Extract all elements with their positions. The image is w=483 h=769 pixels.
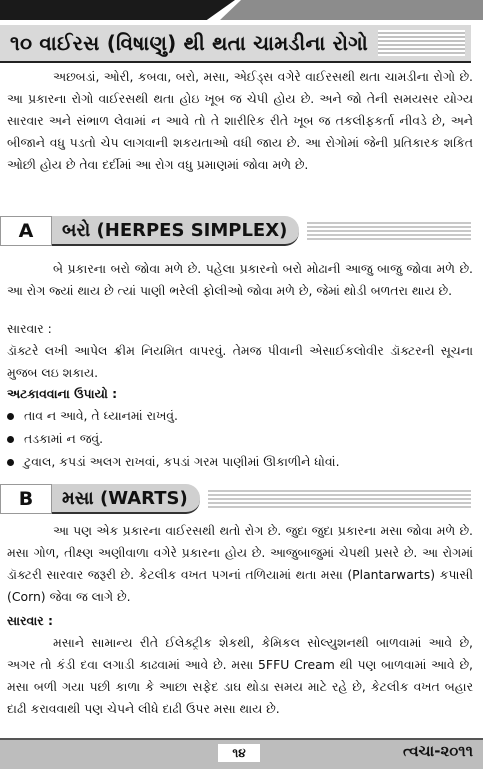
section-b-treatment-label: સારવાર : [7,613,53,628]
section-a-letter: A [0,216,52,246]
prevention-bullet [7,451,340,473]
prevention-bullet [7,405,178,427]
bullet-text: ટુવાલ, કપડાં અલગ રાખવાં, કપડાં ગરમ પાણીમાં ઊકાળીને ધોવાં. [24,454,340,469]
chapter-title: ૧૦ વાઈરસ (વિષાણુ) થી થતા ચામડીના રોગો [10,31,368,55]
bullet-dot-icon [7,436,14,443]
section-b-paragraph: આ પણ એક પ્રકારના વાઈરસથી થતો રોગ છે. જુદા જુદા પ્રકારના મસા જોવા મળે છે. મસા ગોળ, તીક્ષ્ણ અણીવાળા વગેરે પ્રકારના હોય છે. આજુબાજુમાં ચેપથી પ્રસરે છે. આ રોગમાં ડૉક્ટરી સારવાર જરૂરી છે. કેટલીક વખત પગનાં તળિયામાં થતા મસા (Plantarwarts) કપાસી (Corn) જેવા જ લાગે છે. [7,523,473,604]
section-a-stripes [307,220,471,242]
section-b-stripes [208,488,471,510]
title-stripes [378,30,465,56]
section-a-header [0,216,471,246]
bullet-text: તડકામાં ન જવું. [24,431,104,446]
bullet-dot-icon [7,413,14,420]
bullet-dot-icon [7,459,14,466]
top-decoration [0,0,483,20]
top-dark-band [0,0,235,20]
bullet-text: તાવ ન આવે, તે ધ્યાનમાં રાખવું. [24,408,178,423]
section-b-treatment-text: મસાને સામાન્ય રીતે ઈલેક્ટ્રીક શેકથી, કેમિકલ સોલ્યુશનથી બાળવામાં આવે છે, અગર તો કંડી દવા લગાડી કાઢવામાં આવે છે. મસા 5FFU Cream થી પણ બાળવામાં આવે છે, મસા બળી ગયા પછી કાળા કે આછા સફેદ ડાઘ થોડા સમય માટે રહે છે, કેટલીક વખત બહાર દાઢી કરાવવાથી પણ ચેપને લીધે દાઢી ઉપર મસા થાય છે. [7,635,473,716]
section-a-prevention-label: અટકાવવાના ઉપાયો : [7,386,118,401]
top-grey-band [220,0,483,20]
section-a-treatment-text: ડૉક્ટરે લખી આપેલ ક્રીમ નિયમિત વાપરવું. તેમજ પીવાની એસાઈકલોવીર ડૉક્ટરની સૂચના મુજબ લઇ શકાય. [7,343,473,380]
section-b-title: મસા (WARTS) [52,484,200,514]
section-a-paragraph: બે પ્રકારના બરો જોવા મળે છે. પહેલા પ્રકારનો બરો મોઢાની આજુ બાજુ જોવા મળે છે. આ રોગ જ્યાં થાય છે ત્યાં પાણી ભરેલી ફોલીઓ જોવા મળે છે, જેમાં થોડી બળતરા થાય છે. [7,261,473,298]
section-a-title: બરો (HERPES SIMPLEX) [52,216,299,246]
intro-paragraph: અછબડાં, ઓરી, કબવા, બરો, મસા, એઈડ્સ વગેરે વાઈરસથી થતા ચામડીના રોગો છે. આ પ્રકારના રોગો વાઈરસથી થતા હોઇ ખૂબ જ ચેપી હોય છે. અને જો તેની સમયસર યોગ્ય સારવાર અને સંભાળ લેવામાં ન આવે તો તે શારીરિક રીતે ખૂબ જ તકલીફકર્તા નીવડે છે, અને બીજાને વધુ પડતો ચેપ લાગવાની શકયતાઓ વધી જાય છે. આ રોગોમાં જેની પ્રતિકારક શકિત ઓછી હોય છે તેવા દર્દીમાં આ રોગ વધુ પ્રમાણમાં જોવા મળે છે. [7,69,473,172]
chapter-title-bar [0,25,471,63]
page-number: ૧૪ [218,744,260,762]
prevention-bullet [7,428,103,450]
section-b-header [0,484,471,514]
footer-publication-title: ત્વચા-૨૦૧૧ [402,742,473,760]
section-b-letter: B [0,484,52,514]
section-a-treatment-label: સારવાર : [7,321,52,336]
